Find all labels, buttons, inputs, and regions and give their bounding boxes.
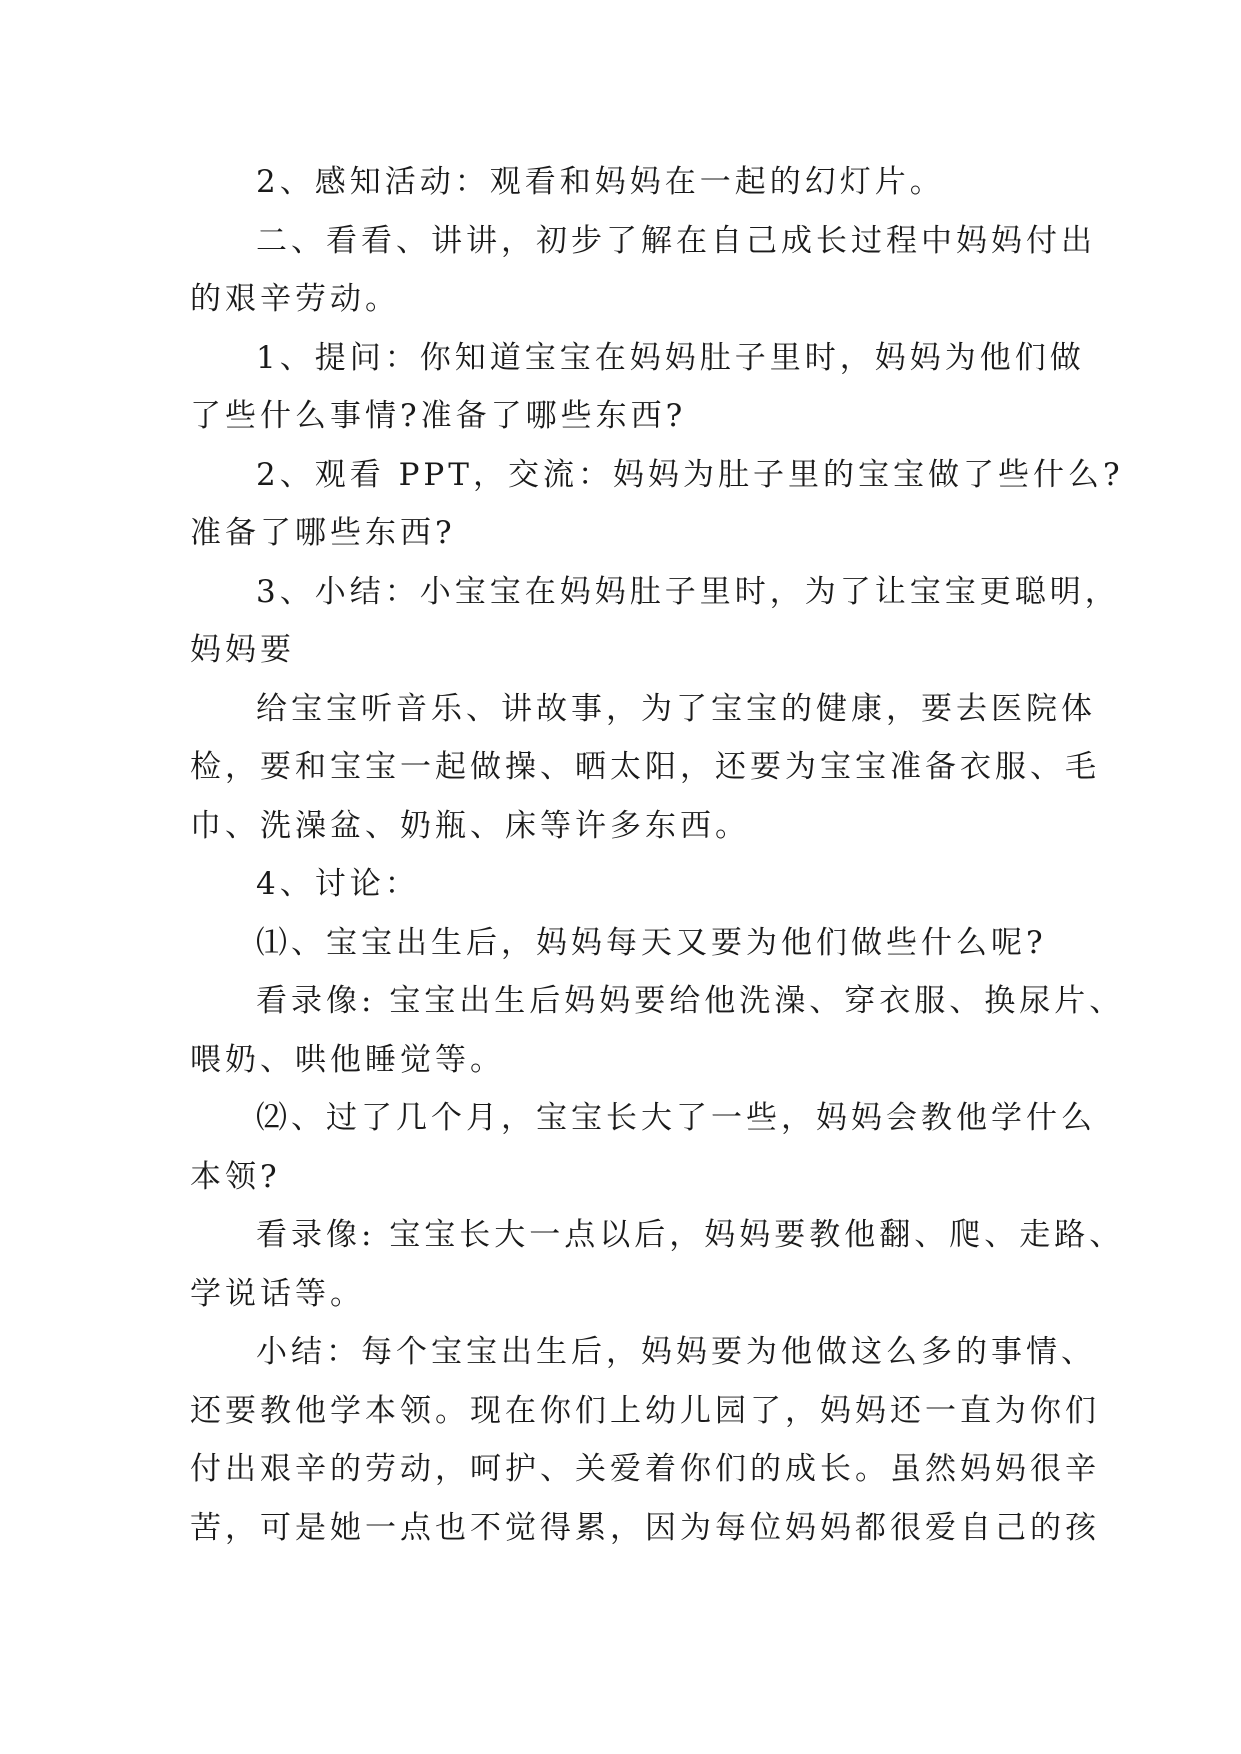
document-body (190, 153, 1125, 1557)
text-line: 2、感知活动：观看和妈妈在一起的幻灯片。 (256, 164, 945, 200)
text-line: 的艰辛劳动。 (190, 281, 400, 317)
text-line: 二、看看、讲讲，初步了解在自己成长过程中妈妈付出 (256, 222, 1096, 259)
text-line: 了些什么事情?准备了哪些东西? (190, 398, 687, 434)
text-line: 苦，可是她一点也不觉得累，因为每位妈妈都很爱自己的孩 (190, 1509, 1100, 1546)
text-line: 看录像: 宝宝长大一点以后，妈妈要教他翻、爬、走路、 (256, 1217, 1125, 1253)
text-line: 2、观看 PPT，交流：妈妈为肚子里的宝宝做了些什么? (256, 456, 1124, 493)
text-line: 小结：每个宝宝出生后，妈妈要为他做这么多的事情、 (256, 1334, 1096, 1370)
text-line: 1、提问：你知道宝宝在妈妈肚子里时，妈妈为他们做 (256, 339, 1085, 376)
text-line: 准备了哪些东西? (190, 515, 456, 551)
text-line: 还要教他学本领。现在你们上幼儿园了，妈妈还一直为你们 (190, 1392, 1100, 1429)
text-line: ⑴、宝宝出生后，妈妈每天又要为他们做些什么呢? (256, 924, 1047, 961)
text-line: 学说话等。 (190, 1275, 365, 1312)
text-line: 3、小结：小宝宝在妈妈肚子里时，为了让宝宝更聪明， (256, 573, 1120, 610)
text-line: 本领? (190, 1158, 281, 1195)
text-line: 付出艰辛的劳动，呵护、关爱着你们的成长。虽然妈妈很辛 (190, 1451, 1100, 1487)
text-line: 给宝宝听音乐、讲故事，为了宝宝的健康，要去医院体 (256, 690, 1096, 727)
text-line: 妈妈要 (190, 632, 295, 668)
text-line: 巾、洗澡盆、奶瓶、床等许多东西。 (190, 807, 750, 844)
text-line: 检，要和宝宝一起做操、晒太阳，还要为宝宝准备衣服、毛 (190, 749, 1100, 785)
text-line: 看录像: 宝宝出生后妈妈要给他洗澡、穿衣服、换尿片、 (256, 983, 1125, 1019)
text-line: ⑵、过了几个月，宝宝长大了一些，妈妈会教他学什么 (256, 1100, 1096, 1136)
text-line: 4、讨论： (256, 866, 420, 902)
text-line: 喂奶、哄他睡觉等。 (190, 1041, 505, 1078)
